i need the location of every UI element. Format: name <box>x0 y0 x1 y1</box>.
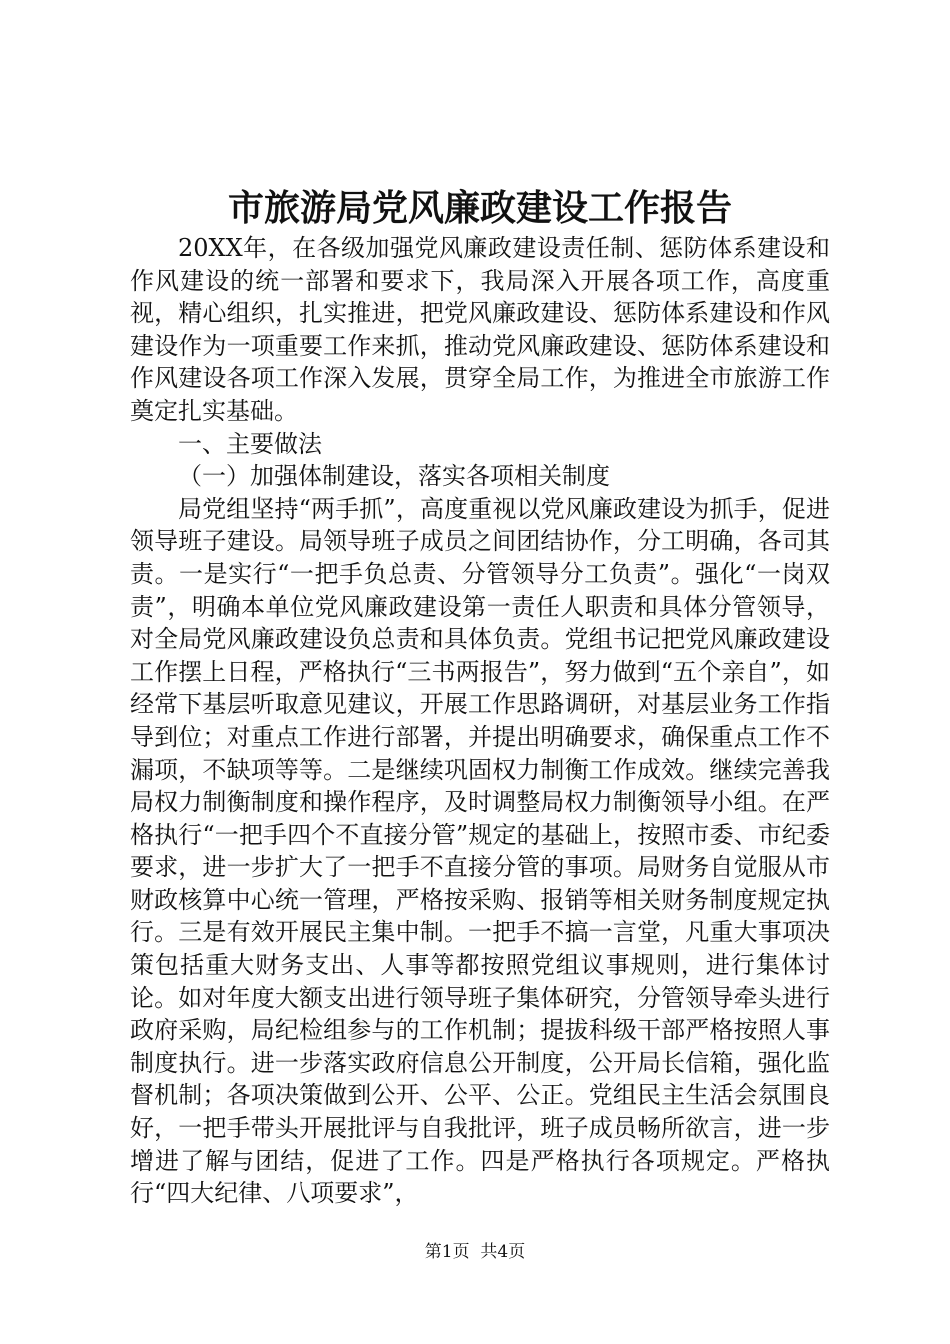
page-number-footer: 第1页 共4页 <box>424 1242 526 1262</box>
section-heading-main-practices: 一、主要做法 <box>178 429 322 458</box>
intro-paragraph: 20XX年，在各级加强党风廉政建设责任制、惩防体系建设和作风建设的统一部署和要求下，我局深入开展各项工作，高度重视，精心组织，扎实推进，把党风廉政建设、惩防体系建设和作风建设作为一项重要工作来抓，推动党风廉政建设、惩防体系建设和作风建设各项工作深入发展，贯穿全局工作，为推进全市旅游工作奠定扎实基础。 <box>130 234 830 425</box>
subsection-heading-institution-building: （一）加强体制建设，落实各项相关制度 <box>178 462 610 491</box>
document-title: 市旅游局党风廉政建设工作报告 <box>227 187 732 229</box>
body-paragraph: 局党组坚持“两手抓”，高度重视以党风廉政建设为抓手，促进领导班子建设。局领导班子成员之间团结协作，分工明确，各司其责。一是实行“一把手负总责、分管领导分工负责”。强化“一岗双责”，明确本单位党风廉政建设第一责任人职责和具体分管领导，对全局党风廉政建设负总责和具体负责。党组书记把党风廉政建设工作摆上日程，严格执行“三书两报告”，努力做到“五个亲自”，如经常下基层听取意见建议，开展工作思路调研，对基层业务工作指导到位；对重点工作进行部署，并提出明确要求，确保重点工作不漏项，不缺项等等。二是继续巩固权力制衡工作成效。继续完善我局权力制衡制度和操作程序，及时调整局权力制衡领导小组。在严格执行“一把手四个不直接分管”规定的基础上，按照市委、市纪委要求，进一步扩大了一把手不直接分管的事项。局财务自觉服从市财政核算中心统一管理，严格按采购、报销等相关财务制度规定执行。三是有效开展民主集中制。一把手不搞一言堂，凡重大事项决策包括重大财务支出、人事等都按照党组议事规则，进行集体讨论。如对年度大额支出进行领导班子集体研究，分管领导牵头进行政府采购，局纪检组参与的工作机制；提拔科级干部严格按照人事制度执行。进一步落实政府信息公开制度，公开局长信箱，强化监督机制；各项决策做到公开、公平、公正。党组民主生活会氛围良好，一把手带头开展批评与自我批评，班子成员畅所欲言，进一步增进了解与团结，促进了工作。四是严格执行各项规定。严格执行“四大纪律、八项要求”， <box>130 494 830 1208</box>
document-body <box>130 232 830 1210</box>
